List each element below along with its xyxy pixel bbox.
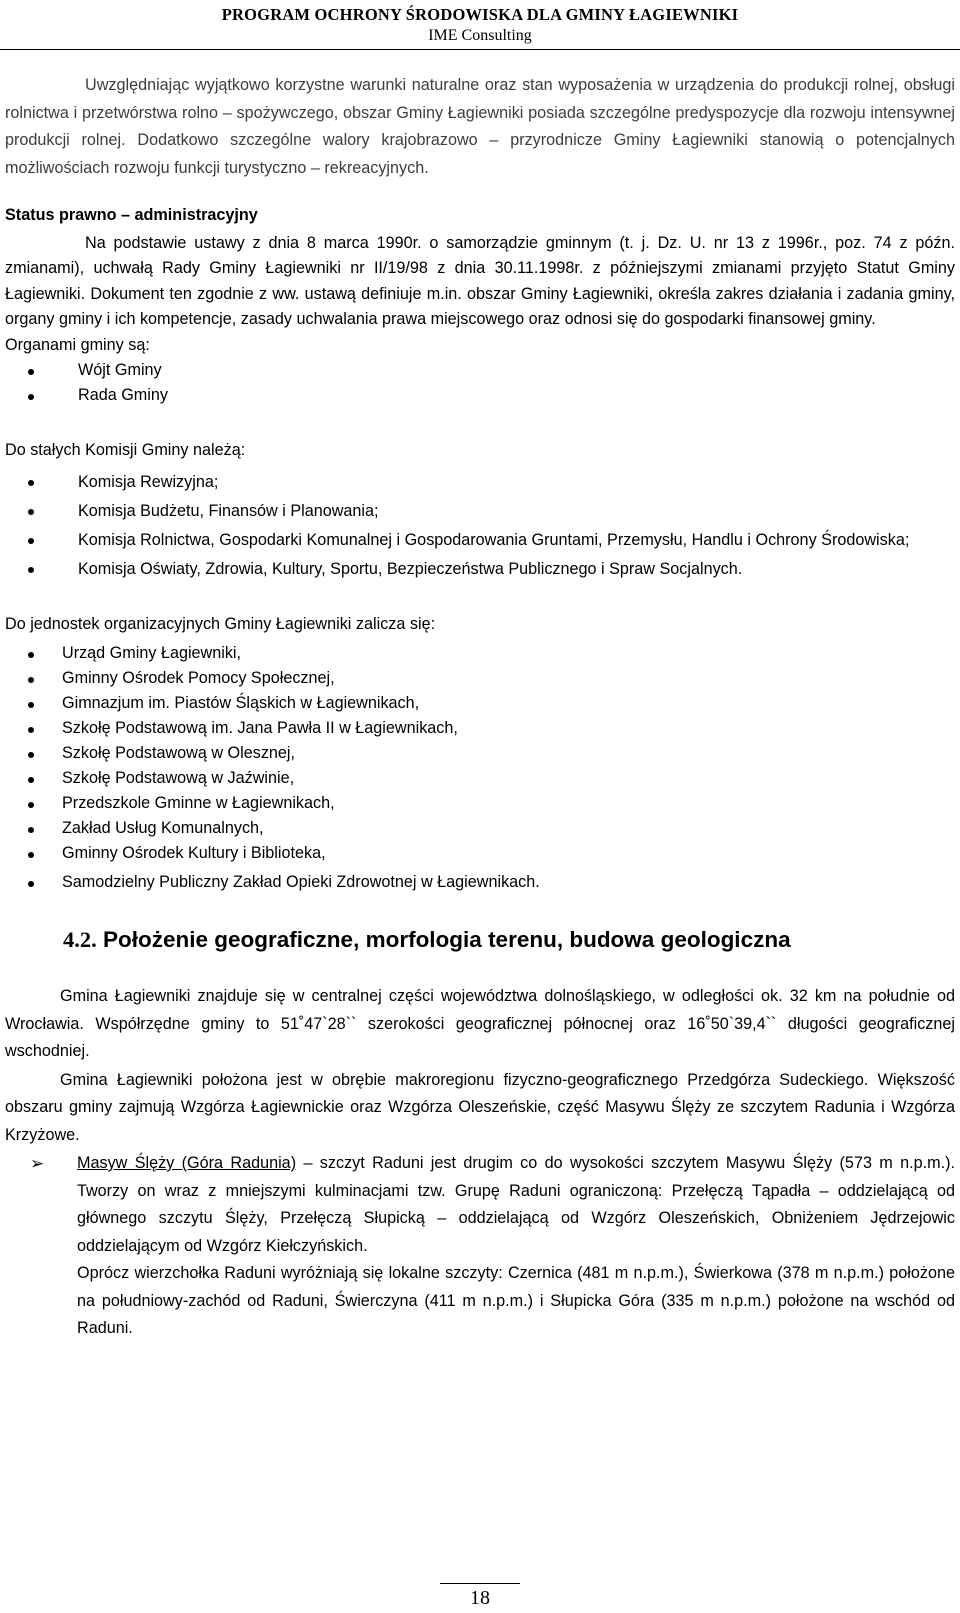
bullet-icon [28, 752, 34, 758]
list-item: Gimnazjum im. Piastów Śląskich w Łagiewnikach, [5, 691, 955, 716]
units-intro: Do jednostek organizacyjnych Gminy Łagiewniki zalicza się: [5, 614, 436, 633]
committees-intro: Do stałych Komisji Gminy należą: [5, 441, 246, 459]
list-item: Samodzielny Publiczny Zakład Opieki Zdrowotnej w Łagiewnikach. [5, 870, 955, 895]
section-number: 4.2. [63, 927, 97, 952]
bullet-icon [28, 802, 34, 808]
section-heading [5, 925, 955, 955]
intro-paragraph: Uwzględniając wyjątkowo korzystne warunki naturalne oraz stan wyposażenia w urządzenia do produkcji rolnej, obsługi rolnictwa i przetwórstwa rolno – spożywczego, obszar Gminy Łagiewniki posiada szczególne predyspozycje dla rozwoju intensywnej produkcji rolnej. Dodatkowo szczególne walory krajobrazowo – przyrodnicze Gminy Łagiewniki stanowią o potencjalnych możliwościach rozwoju funkcji turystyczno – rekreacyjnych. [5, 76, 955, 177]
list-item: Komisja Rewizyjna; [5, 468, 955, 497]
section-title: Położenie geograficzne, morfologia terenu, budowa geologiczna [103, 927, 791, 952]
list-item: Komisja Rolnictwa, Gospodarki Komunalnej i Gospodarowania Gruntami, Przemysłu, Handlu i Ochrony Środowiska; [5, 526, 955, 555]
bullet-icon [28, 480, 34, 486]
masyw-text: – szczyt Raduni jest drugim co do wysokości szczytem Masywu Ślęży (573 m n.p.m.). Tworzy on wraz z mniejszymi kulminacjami tzw. Grupę Raduni ograniczoną: Przełęczą Tąpadła – oddzielającą od głównego szczytu Ślęży, Przełęczą Słupicką – oddzielającą od Wzgórz Oleszeńskich, Obniżeniem Jędrzejowic oddzielającym od Wzgórz Kiełczyńskich. [77, 1154, 956, 1255]
bullet-icon [28, 677, 34, 683]
list-item: Przedszkole Gminne w Łagiewnikach, [5, 791, 955, 816]
footer-rule [440, 1583, 520, 1584]
page-number: 18 [470, 1587, 490, 1609]
status-paragraph: Na podstawie ustawy z dnia 8 marca 1990r. o samorządzie gminnym (t. j. Dz. U. nr 13 z 1996r., poz. 74 z późn. zmianami), uchwałą Rady Gminy Łagiewniki nr II/19/98 z dnia 30.11.1998r. z późniejszymi zmianami przyjęto Statut Gminy Łagiewniki. Dokument ten zgodnie z ww. ustawą definiuje m.in. obszar Gminy Łagiewniki, określa zakres działania i zadania gminy, organy gminy i ich kompetencje, zasady uchwalania prawa miejscowego oraz odnosi się do gospodarki finansowej gminy. [5, 233, 955, 328]
bullet-icon [28, 369, 34, 375]
header-rule [0, 49, 960, 50]
bullet-icon [28, 567, 34, 573]
bullet-icon [28, 852, 34, 858]
status-heading: Status prawno – administracyjny [5, 206, 258, 224]
units-list [5, 641, 955, 895]
list-item: Zakład Usług Komunalnych, [5, 816, 955, 841]
bullet-icon [28, 777, 34, 783]
arrow-bullet-icon: ➢ [30, 1154, 45, 1173]
bullet-icon [28, 881, 34, 887]
organs-list [5, 358, 955, 408]
geo-paragraph-1: Gmina Łagiewniki znajduje się w centralnej części województwa dolnośląskiego, w odległości ok. 32 km na południe od Wrocławia. Współrzędne gminy to 51˚47`28`` szerokości geograficznej północnej oraz 16˚50`39,4`` długości geograficznej wschodniej. [5, 987, 955, 1060]
list-item: Szkołę Podstawową w Olesznej, [5, 741, 955, 766]
list-item: Komisja Oświaty, Zdrowia, Kultury, Sportu, Bezpieczeństwa Publicznego i Spraw Socjalnych. [5, 555, 955, 584]
organs-intro: Organami gminy są: [5, 335, 150, 354]
bullet-icon [28, 827, 34, 833]
list-item: Szkołę Podstawową w Jaźwinie, [5, 766, 955, 791]
bullet-icon [28, 702, 34, 708]
masyw-label: Masyw Ślęży (Góra Radunia) [77, 1154, 297, 1172]
page-header [0, 0, 960, 52]
masyw-item [5, 1150, 955, 1260]
list-item: Wójt Gminy [5, 358, 955, 383]
geo-paragraph-2: Gmina Łagiewniki położona jest w obrębie makroregionu fizyczno-geograficznego Przedgórza Sudeckiego. Większość obszaru gminy zajmują Wzgórza Łagiewnickie oraz Wzgórza Oleszeńskie, część Masywu Ślęży ze szczytem Radunia i Wzgórza Krzyżowe. [5, 1070, 955, 1144]
document-body [5, 72, 955, 1343]
header-title: PROGRAM OCHRONY ŚRODOWISKA DLA GMINY ŁAGIEWNIKI [221, 5, 739, 24]
bullet-icon [28, 652, 34, 658]
list-item: Urząd Gminy Łagiewniki, [5, 641, 955, 666]
list-item: Gminny Ośrodek Pomocy Społecznej, [5, 666, 955, 691]
bullet-icon [28, 394, 34, 400]
masyw-continuation: Oprócz wierzchołka Raduni wyróżniają się lokalne szczyty: Czernica (481 m n.p.m.), Świerkowa (378 m n.p.m.) położone na południowy-zachód od Raduni, Świerczyna (411 m n.p.m.) i Słupicka Góra (335 m n.p.m.) położone na wschód od Raduni. [77, 1264, 955, 1337]
header-subtitle: IME Consulting [428, 27, 532, 44]
list-item: Szkołę Podstawową im. Jana Pawła II w Łagiewnikach, [5, 716, 955, 741]
committees-list [5, 468, 955, 584]
bullet-icon [28, 727, 34, 733]
bullet-icon [28, 509, 34, 515]
list-item: Rada Gminy [5, 383, 955, 408]
list-item: Gminny Ośrodek Kultury i Biblioteka, [5, 841, 955, 866]
list-item: Komisja Budżetu, Finansów i Planowania; [5, 497, 955, 526]
bullet-icon [28, 538, 34, 544]
